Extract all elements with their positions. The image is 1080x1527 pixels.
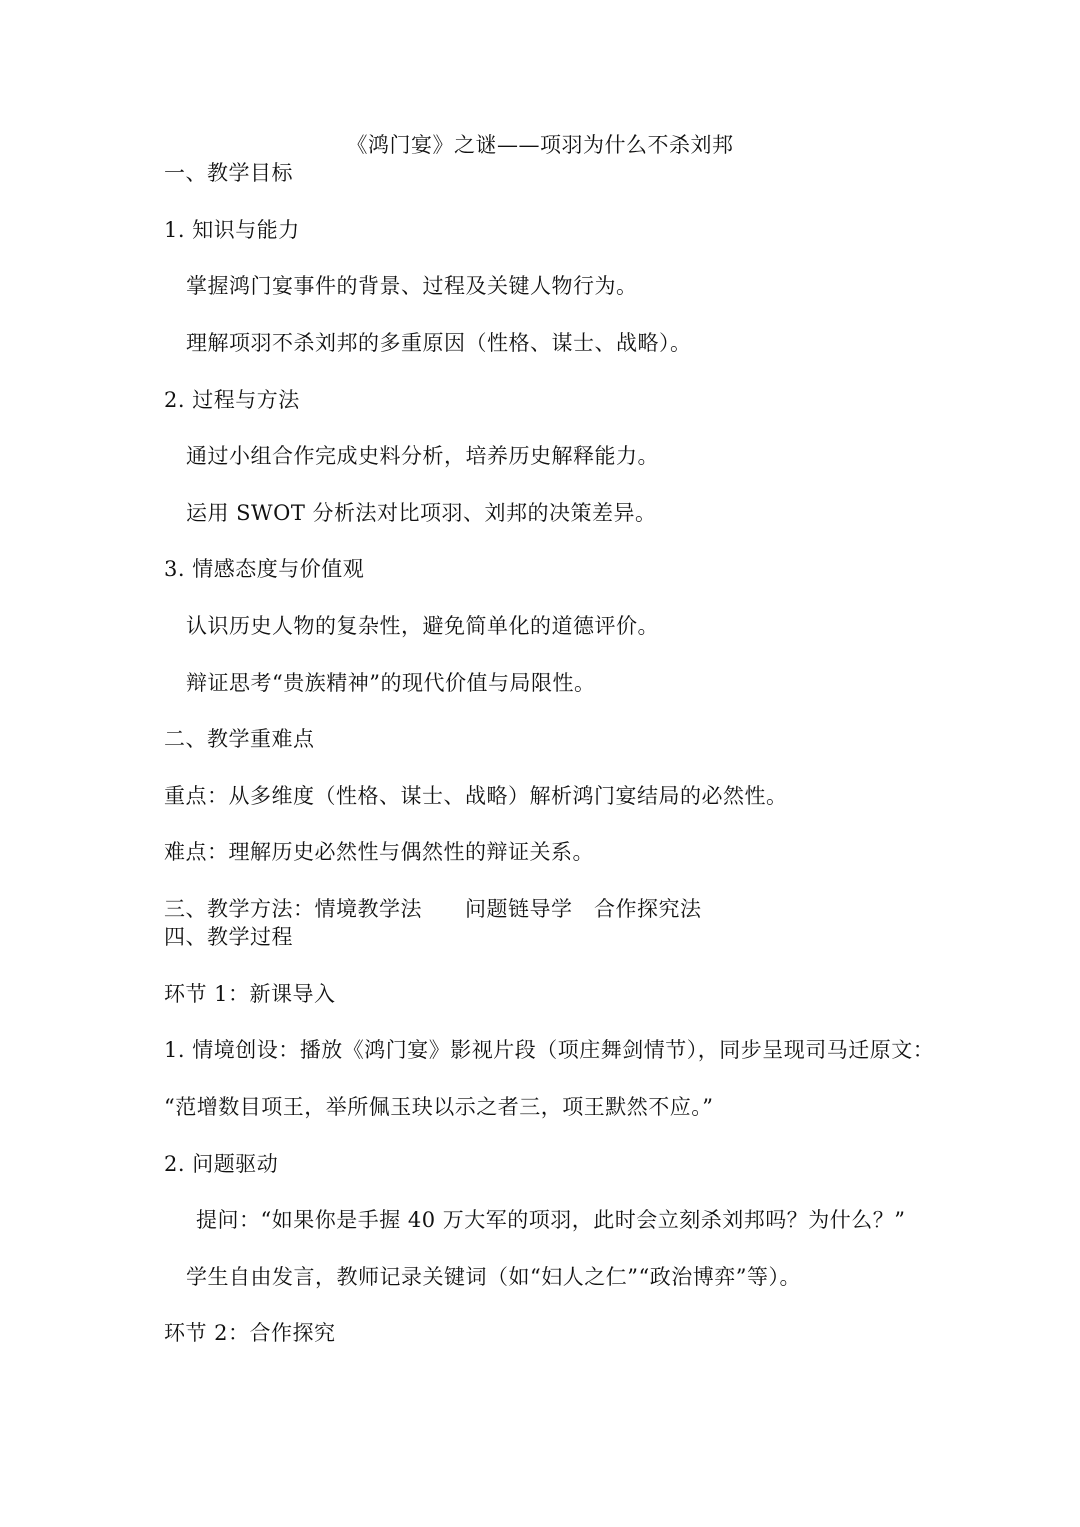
paragraph-line: 提问：“如果你是手握 40 万大军的项羽，此时会立刻杀刘邦吗？为什么？”: [196, 1208, 906, 1232]
paragraph-line: 重点：从多维度（性格、谋士、战略）解析鸿门宴结局的必然性。: [164, 784, 788, 808]
paragraph-line: 1. 情境创设：播放《鸿门宴》影视片段（项庄舞剑情节），同步呈现司马迁原文：: [164, 1038, 935, 1062]
paragraph-line: 环节 2：合作探究: [164, 1321, 336, 1345]
paragraph-line: 通过小组合作完成史料分析，培养历史解释能力。: [186, 444, 659, 468]
section-heading: 四、教学过程: [164, 925, 293, 949]
paragraph-line: 认识历史人物的复杂性，避免简单化的道德评价。: [186, 614, 659, 638]
document-title: 《鸿门宴》之谜——项羽为什么不杀刘邦: [346, 133, 734, 157]
subsection-heading: 3. 情感态度与价值观: [164, 557, 365, 581]
subsection-heading: 2. 过程与方法: [164, 388, 300, 412]
paragraph-line: 学生自由发言，教师记录关键词（如“妇人之仁”“政治博弈”等）。: [186, 1265, 801, 1289]
quote-line: “范增数目项王，举所佩玉玦以示之者三，项王默然不应。”: [164, 1095, 714, 1119]
paragraph-line: 掌握鸿门宴事件的背景、过程及关键人物行为。: [186, 274, 638, 298]
paragraph-line: 环节 1：新课导入: [164, 982, 336, 1006]
subsection-heading: 2. 问题驱动: [164, 1152, 279, 1176]
paragraph-line: 运用 SWOT 分析法对比项羽、刘邦的决策差异。: [186, 501, 657, 525]
section-heading: 一、教学目标: [164, 161, 293, 185]
paragraph-line: 理解项羽不杀刘邦的多重原因（性格、谋士、战略）。: [186, 331, 692, 355]
section-heading: 三、教学方法：情境教学法 问题链导学 合作探究法: [164, 897, 702, 921]
paragraph-line: 难点：理解历史必然性与偶然性的辩证关系。: [164, 840, 594, 864]
paragraph-line: 辩证思考“贵族精神”的现代价值与局限性。: [186, 671, 596, 695]
subsection-heading: 1. 知识与能力: [164, 218, 300, 242]
section-heading: 二、教学重难点: [164, 727, 315, 751]
